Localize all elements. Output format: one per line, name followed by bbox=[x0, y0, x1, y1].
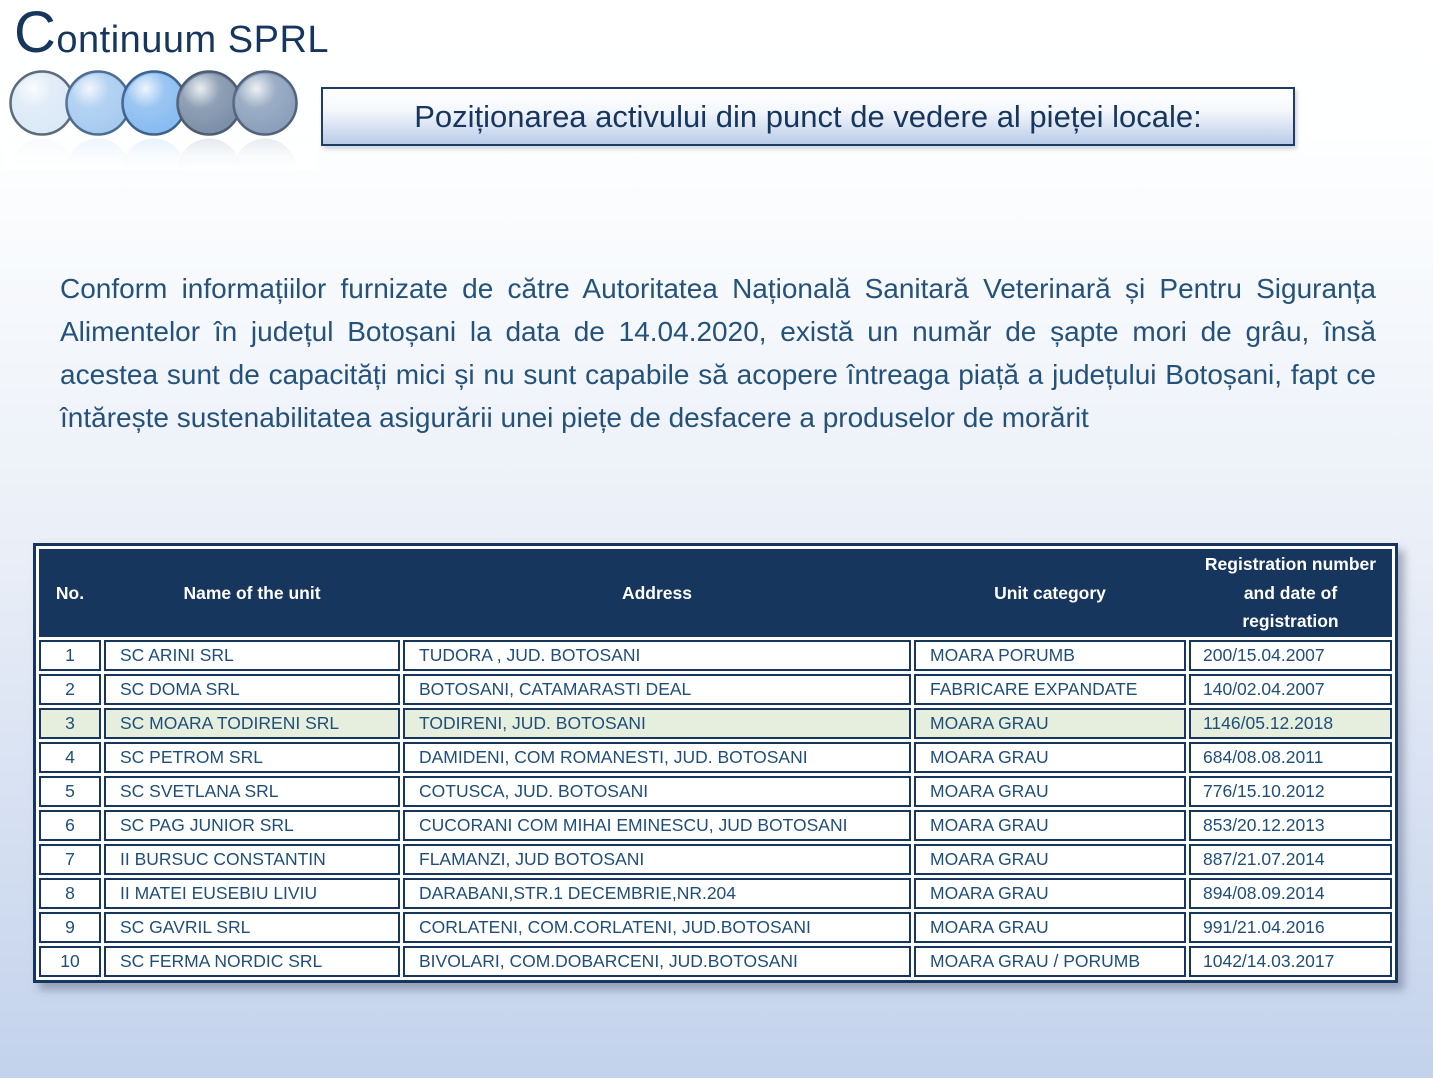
cell-name: SC PAG JUNIOR SRL bbox=[104, 810, 400, 841]
page-title: Poziționarea activului din punct de vedere al pieței locale: bbox=[414, 98, 1202, 134]
brand-rest: ontinuum SPRL bbox=[56, 19, 330, 61]
cell-registration: 200/15.04.2007 bbox=[1189, 640, 1392, 671]
cell-category: MOARA GRAU bbox=[914, 878, 1186, 909]
table-row bbox=[39, 776, 1392, 807]
circle-reflections bbox=[4, 137, 316, 170]
cell-address: BOTOSANI, CATAMARASTI DEAL bbox=[403, 674, 911, 705]
cell-registration: 1042/14.03.2017 bbox=[1189, 946, 1392, 977]
table-header-row bbox=[39, 549, 1392, 637]
cell-registration: 684/08.08.2011 bbox=[1189, 742, 1392, 773]
cell-registration: 853/20.12.2013 bbox=[1189, 810, 1392, 841]
cell-no: 7 bbox=[39, 844, 101, 875]
table-row bbox=[39, 810, 1392, 841]
brand-initial: C bbox=[14, 0, 57, 65]
cell-registration: 887/21.07.2014 bbox=[1189, 844, 1392, 875]
cell-no: 9 bbox=[39, 912, 101, 943]
brand-wordmark bbox=[14, 0, 330, 65]
cell-address: TUDORA , JUD. BOTOSANI bbox=[403, 640, 911, 671]
cell-no: 3 bbox=[39, 708, 101, 739]
cell-address: FLAMANZI, JUD BOTOSANI bbox=[403, 844, 911, 875]
cell-name: SC DOMA SRL bbox=[104, 674, 400, 705]
cell-address: TODIRENI, JUD. BOTOSANI bbox=[403, 708, 911, 739]
cell-category: MOARA PORUMB bbox=[914, 640, 1186, 671]
cell-name: II BURSUC CONSTANTIN bbox=[104, 844, 400, 875]
cell-registration: 140/02.04.2007 bbox=[1189, 674, 1392, 705]
cell-no: 4 bbox=[39, 742, 101, 773]
cell-category: MOARA GRAU bbox=[914, 708, 1186, 739]
cell-category: MOARA GRAU / PORUMB bbox=[914, 946, 1186, 977]
cell-no: 6 bbox=[39, 810, 101, 841]
header-address: Address bbox=[621, 582, 693, 603]
cell-category: FABRICARE EXPANDATE bbox=[914, 674, 1186, 705]
cell-name: SC GAVRIL SRL bbox=[104, 912, 400, 943]
cell-name: SC FERMA NORDIC SRL bbox=[104, 946, 400, 977]
header-registration: Registration number and date of registration bbox=[1204, 553, 1377, 632]
cell-no: 1 bbox=[39, 640, 101, 671]
cell-address: CUCORANI COM MIHAI EMINESCU, JUD BOTOSANI bbox=[403, 810, 911, 841]
cell-no: 5 bbox=[39, 776, 101, 807]
body-paragraph: Conform informațiilor furnizate de către Autoritatea Națională Sanitară Veterinară și Pentru Siguranța Alimentelor în județul Botoșani la data de 14.04.2020, există un număr de șapte mori de grâu, însă acestea sunt de capacități mici și nu sunt capabile să acopere întreaga piață a județului Botoșani, fapt ce întărește sustenabilitatea asigurării unei piețe de desfacere a produselor de morărit bbox=[60, 273, 1376, 433]
cell-no: 2 bbox=[39, 674, 101, 705]
table-row bbox=[39, 912, 1392, 943]
table-row bbox=[39, 878, 1392, 909]
cell-name: SC MOARA TODIRENI SRL bbox=[104, 708, 400, 739]
cell-address: BIVOLARI, COM.DOBARCENI, JUD.BOTOSANI bbox=[403, 946, 911, 977]
cell-registration: 991/21.04.2016 bbox=[1189, 912, 1392, 943]
header-name: Name of the unit bbox=[183, 582, 321, 603]
cell-no: 8 bbox=[39, 878, 101, 909]
table-row bbox=[39, 742, 1392, 773]
units-table bbox=[33, 543, 1398, 983]
table-row bbox=[39, 708, 1392, 739]
cell-name: SC ARINI SRL bbox=[104, 640, 400, 671]
cell-category: MOARA GRAU bbox=[914, 776, 1186, 807]
logo-circles-icon bbox=[4, 58, 316, 170]
table-row bbox=[39, 674, 1392, 705]
table-row bbox=[39, 946, 1392, 977]
cell-category: MOARA GRAU bbox=[914, 912, 1186, 943]
cell-registration: 776/15.10.2012 bbox=[1189, 776, 1392, 807]
cell-registration: 1146/05.12.2018 bbox=[1189, 708, 1392, 739]
table-row bbox=[39, 640, 1392, 671]
cell-category: MOARA GRAU bbox=[914, 742, 1186, 773]
cell-address: CORLATENI, COM.CORLATENI, JUD.BOTOSANI bbox=[403, 912, 911, 943]
cell-registration: 894/08.09.2014 bbox=[1189, 878, 1392, 909]
circle-row bbox=[11, 72, 297, 135]
title-banner bbox=[321, 87, 1295, 146]
cell-category: MOARA GRAU bbox=[914, 844, 1186, 875]
cell-name: SC SVETLANA SRL bbox=[104, 776, 400, 807]
cell-name: SC PETROM SRL bbox=[104, 742, 400, 773]
table-row bbox=[39, 844, 1392, 875]
cell-name: II MATEI EUSEBIU LIVIU bbox=[104, 878, 400, 909]
cell-address: DAMIDENI, COM ROMANESTI, JUD. BOTOSANI bbox=[403, 742, 911, 773]
cell-address: DARABANI,STR.1 DECEMBRIE,NR.204 bbox=[403, 878, 911, 909]
table-body bbox=[39, 640, 1392, 977]
header-no: No. bbox=[55, 582, 85, 603]
logo bbox=[14, 0, 330, 65]
cell-no: 10 bbox=[39, 946, 101, 977]
header-category: Unit category bbox=[994, 582, 1106, 603]
cell-category: MOARA GRAU bbox=[914, 810, 1186, 841]
cell-address: COTUSCA, JUD. BOTOSANI bbox=[403, 776, 911, 807]
